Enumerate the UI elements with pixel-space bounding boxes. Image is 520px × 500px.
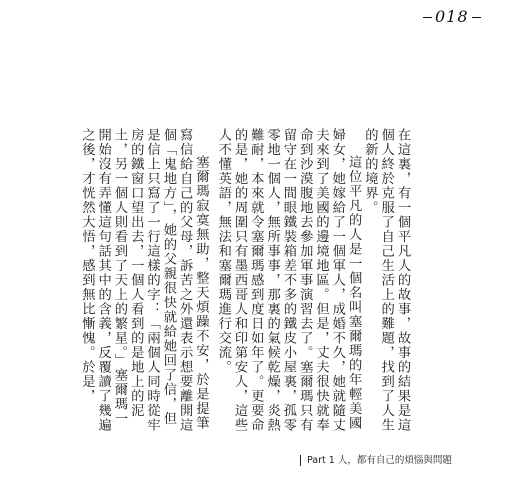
left-dash — [423, 17, 432, 18]
paragraph-3: 塞爾瑪寂寞無助，整天煩躁不安，於是提筆寫信給自己的父母，訴苦之外還表示想要離開這個「鬼地方」，她的父親很快就給她回了信，但是信上只寫了一行這樣的字：「兩個人同時從牢房的鐵窗口望出去，一個人看到的是地上的泥土，另一個人則看到了天上的繁星。」塞爾瑪一開始沒有弄懂這句話其中的含義，反覆讀了幾遍之後，才恍然大悟，感到無比慚愧。於是， — [79, 128, 209, 433]
body-text — [79, 128, 410, 438]
footer-bar — [300, 455, 301, 466]
page-number-text: 018 — [435, 7, 469, 26]
paragraph-1: 在這裏，有一個平凡人的故事，故事的結果是這個人終於克服了自己生活上的難題，找到了人生的新的境界。 — [362, 128, 410, 433]
paragraph-2: 這位平凡的人是一個名叫塞爾瑪的年輕美國婦女，她嫁給了一個軍人，成婚不久，她就隨丈夫來到了美國的邊境地區。但是，丈夫很快就奉命到沙漠腹地去參加軍事演習去了。塞爾瑪只有留守在一間眼鐵裝箱差不多的鐵皮小屋裏，孤零零地一個人，無所事事，那裏的氣候乾燥，炎熱難耐，本來就令塞爾瑪感到度日如年了。更要命的是，她的周圍只有墨西哥人和印第安人，這些人不懂英語，無法和塞爾瑪進行交流。 — [215, 128, 362, 433]
running-footer — [300, 452, 452, 466]
footer-title: Part 1 人，都有自己的煩惱與問題 — [307, 455, 452, 466]
page-number — [420, 7, 484, 26]
right-dash — [472, 17, 481, 18]
